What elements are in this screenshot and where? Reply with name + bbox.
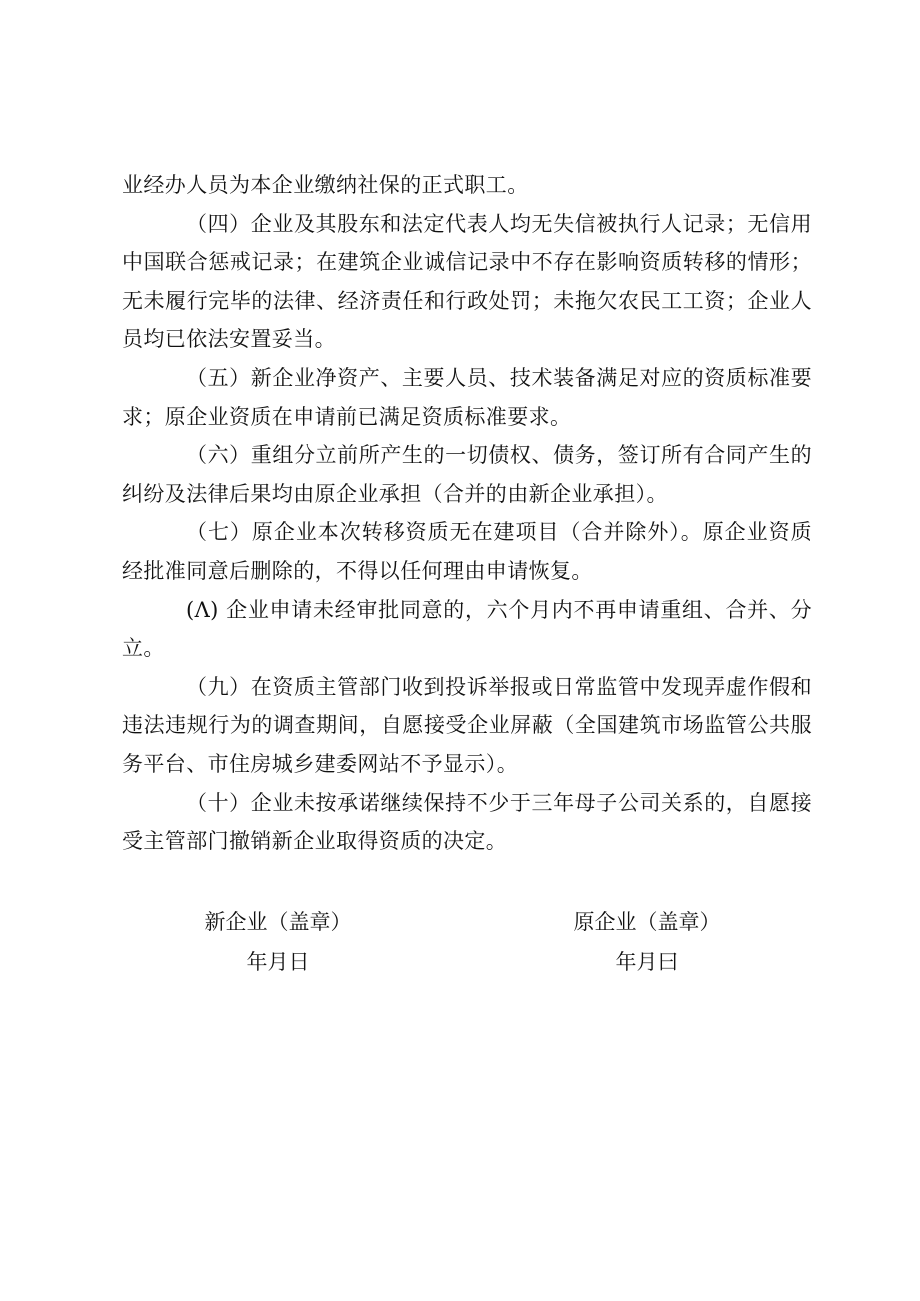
commitment-body	[122, 166, 812, 861]
paragraph-item-6: （六）重组分立前所产生的一切债权、债务，签订所有合同产生的纠纷及法律后果均由原企业承担（合并的由新企业承担）。	[122, 443, 812, 506]
paragraph-item-10: （十）企业未按承诺继续保持不少于三年母子公司关系的，自愿接受主管部门撤销新企业取得资质的决定。	[122, 790, 812, 854]
paragraph-item-8: (Λ) 企业申请未经审批同意的，六个月内不再申请重组、合并、分立。	[122, 597, 812, 661]
paragraph-continuation: 业经办人员为本企业缴纳社保的正式职工。	[122, 173, 529, 197]
paragraph-item-4: （四）企业及其股东和法定代表人均无失信被执行人记录；无信用中国联合惩戒记录；在建筑企业诚信记录中不存在影响资质转移的情形；无未履行完毕的法律、经济责任和行政处罚；未拖欠农民工工资；企业人员均已依法安置妥当。	[122, 211, 812, 352]
original-company-date: 年月曰	[615, 949, 679, 974]
new-company-signature	[158, 903, 398, 981]
new-company-seal-label: 新企业（盖章）	[204, 910, 352, 934]
paragraph-item-5: （五）新企业净资产、主要人员、技术装备满足对应的资质标准要求；原企业资质在申请前已满足资质标准要求。	[122, 365, 812, 429]
original-company-seal-label: 原企业（盖章）	[573, 910, 721, 934]
new-company-date: 年月日	[246, 949, 310, 974]
paragraph-item-9: （九）在资质主管部门收到投诉举报或日常监管中发现弄虚作假和违法违规行为的调查期间，自愿接受企业屏蔽（全国建筑市场监管公共服务平台、市住房城乡建委网站不予显示）。	[122, 674, 812, 776]
paragraph-item-7: （七）原企业本次转移资质无在建项目（合并除外）。原企业资质经批准同意后删除的，不得以任何理由申请恢复。	[122, 520, 812, 583]
original-company-signature	[527, 903, 767, 981]
